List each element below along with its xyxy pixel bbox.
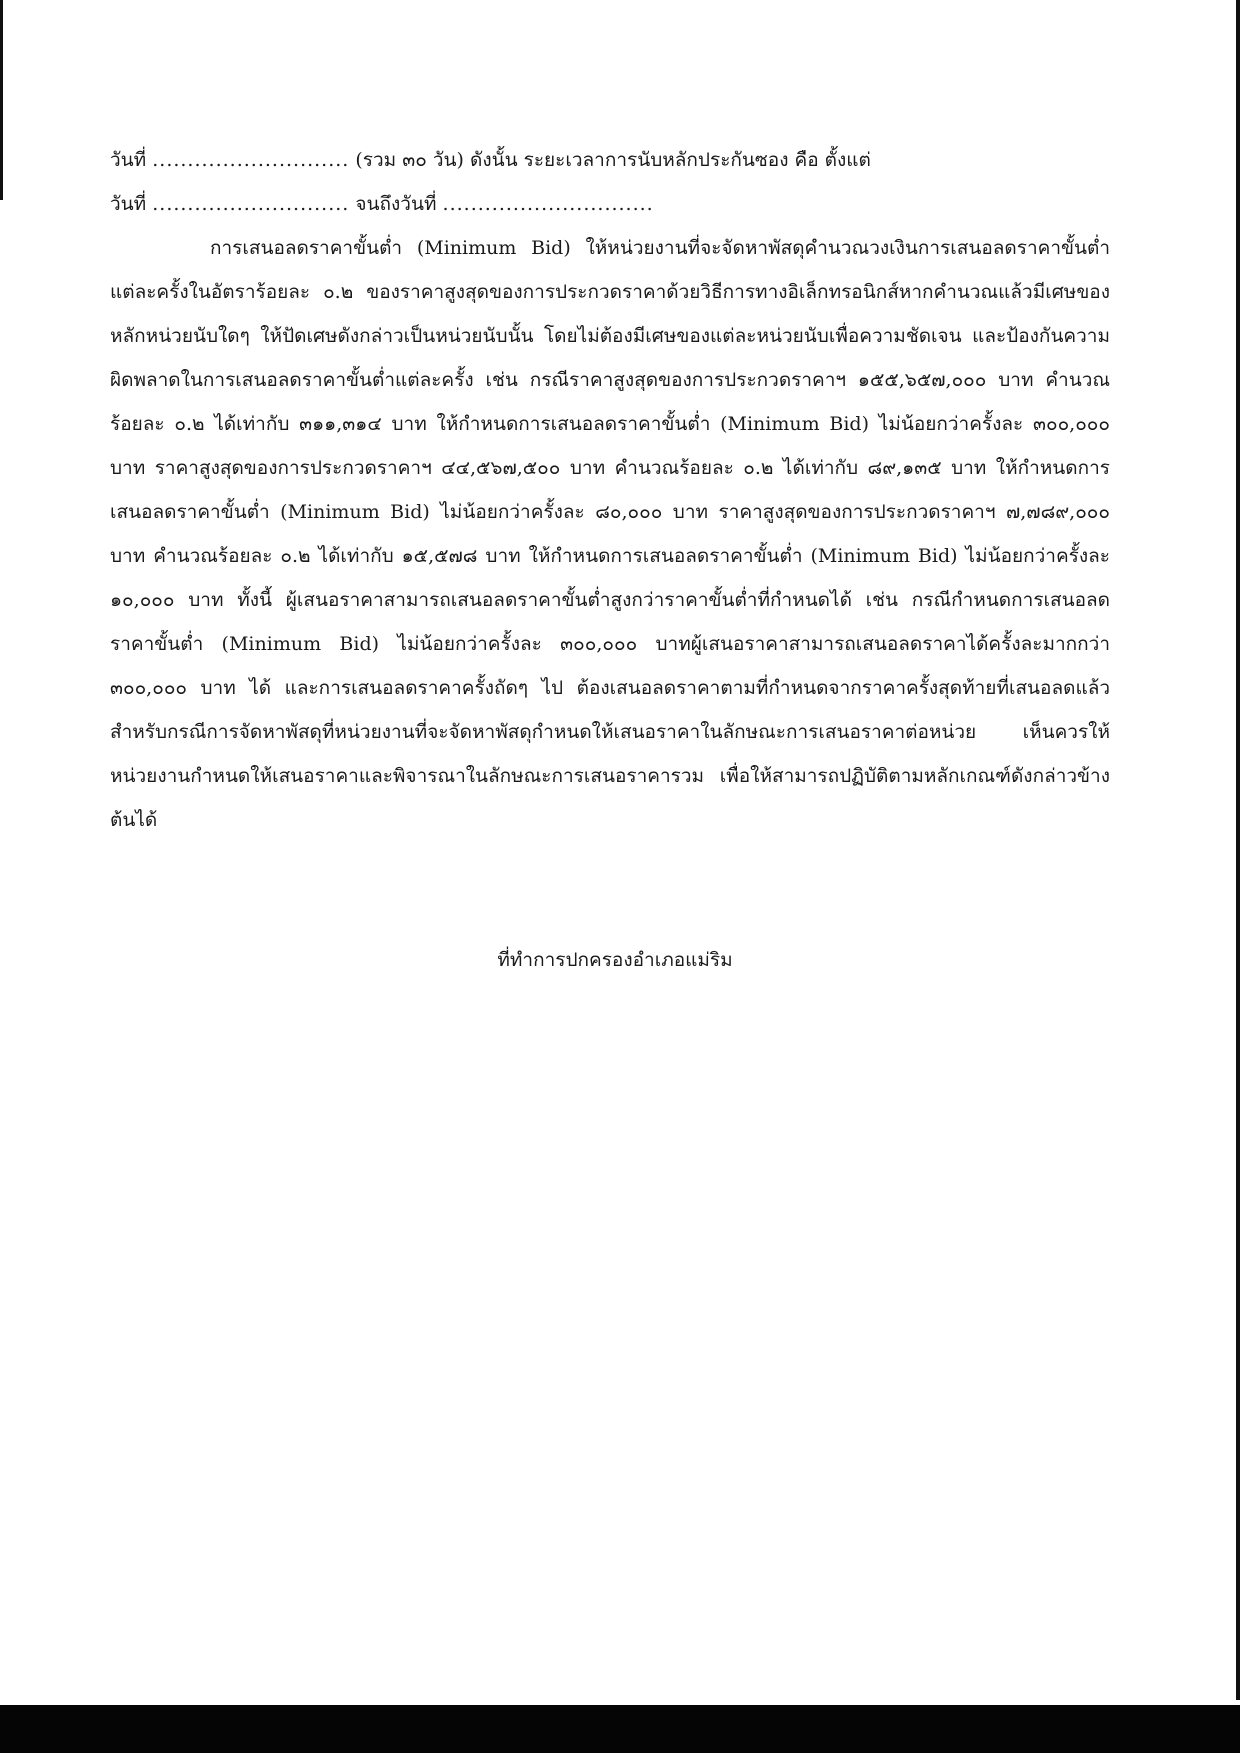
scan-edge-left	[0, 0, 3, 200]
date-blank-3: ..............................	[442, 193, 654, 215]
date-blank-2: ............................	[152, 193, 350, 215]
document-page	[110, 138, 1111, 971]
date-label-1: วันที่	[110, 149, 147, 171]
scan-edge-right	[1236, 0, 1240, 1700]
date-line-2	[110, 182, 1110, 226]
scan-edge-bottom	[0, 1705, 1240, 1753]
body-paragraph: การเสนอลดราคาขั้นต่ำ (Minimum Bid) ให้หน่วยงานที่จะจัดหาพัสดุคำนวณวงเงินการเสนอลดราคาขั้นต่ำแต่ละครั้งในอัตราร้อยละ ๐.๒ ของราคาสูงสุดของการประกวดราคาด้วยวิธีการทางอิเล็กทรอนิกส์หากคำนวณแล้วมีเศษของหลักหน่วยนับใดๆ ให้ปัดเศษดังกล่าวเป็นหน่วยนับนั้น โดยไม่ต้องมีเศษของแต่ละหน่วยนับเพื่อความชัดเจน และป้องกันความผิดพลาดในการเสนอลดราคาขั้นต่ำแต่ละครั้ง เช่น กรณีราคาสูงสุดของการประกวดราคาฯ ๑๕๕,๖๕๗,๐๐๐ บาท คำนวณร้อยละ ๐.๒ ได้เท่ากับ ๓๑๑,๓๑๔ บาท ให้กำหนดการเสนอลดราคาขั้นต่ำ (Minimum Bid) ไม่น้อยกว่าครั้งละ ๓๐๐,๐๐๐ บาท ราคาสูงสุดของการประกวดราคาฯ ๔๔,๕๖๗,๕๐๐ บาท คำนวณร้อยละ ๐.๒ ได้เท่ากับ ๘๙,๑๓๕ บาท ให้กำหนดการเสนอลดราคาขั้นต่ำ (Minimum Bid) ไม่น้อยกว่าครั้งละ ๘๐,๐๐๐ บาท ราคาสูงสุดของการประกวดราคาฯ ๗,๗๘๙,๐๐๐ บาท คำนวณร้อยละ ๐.๒ ได้เท่ากับ ๑๕,๕๗๘ บาท ให้กำหนดการเสนอลดราคาขั้นต่ำ (Minimum Bid) ไม่น้อยกว่าครั้งละ ๑๐,๐๐๐ บาท ทั้งนี้ ผู้เสนอราคาสามารถเสนอลดราคาขั้นต่ำสูงกว่าราคาขั้นต่ำที่กำหนดได้ เช่น กรณีกำหนดการเสนอลดราคาขั้นต่ำ (Minimum Bid) ไม่น้อยกว่าครั้งละ ๓๐๐,๐๐๐ บาทผู้เสนอราคาสามารถเสนอลดราคาได้ครั้งละมากกว่า ๓๐๐,๐๐๐ บาท ได้ และการเสนอลดราคาครั้งถัดๆ ไป ต้องเสนอลดราคาตามที่กำหนดจากราคาครั้งสุดท้ายที่เสนอลดแล้ว สำหรับกรณีการจัดหาพัสดุที่หน่วยงานที่จะจัดหาพัสดุกำหนดให้เสนอราคาในลักษณะการเสนอราคาต่อหน่วย เห็นควรให้หน่วยงานกำหนดให้เสนอราคาและพิจารณาในลักษณะการเสนอราคารวม เพื่อให้สามารถปฏิบัติตามหลักเกณฑ์ดังกล่าวข้างต้นได้	[110, 237, 1111, 831]
date-label-2: วันที่	[110, 193, 147, 215]
date-text-2: จนถึงวันที่	[355, 193, 437, 215]
date-line-1	[110, 138, 1110, 182]
office-name: ที่ทำการปกครองอำเภอแม่ริม	[497, 949, 733, 971]
date-text-1: (รวม ๓๐ วัน) ดังนั้น ระยะเวลาการนับหลักประกันซอง คือ ตั้งแต่	[355, 149, 871, 171]
date-blank-1: ............................	[152, 149, 350, 171]
